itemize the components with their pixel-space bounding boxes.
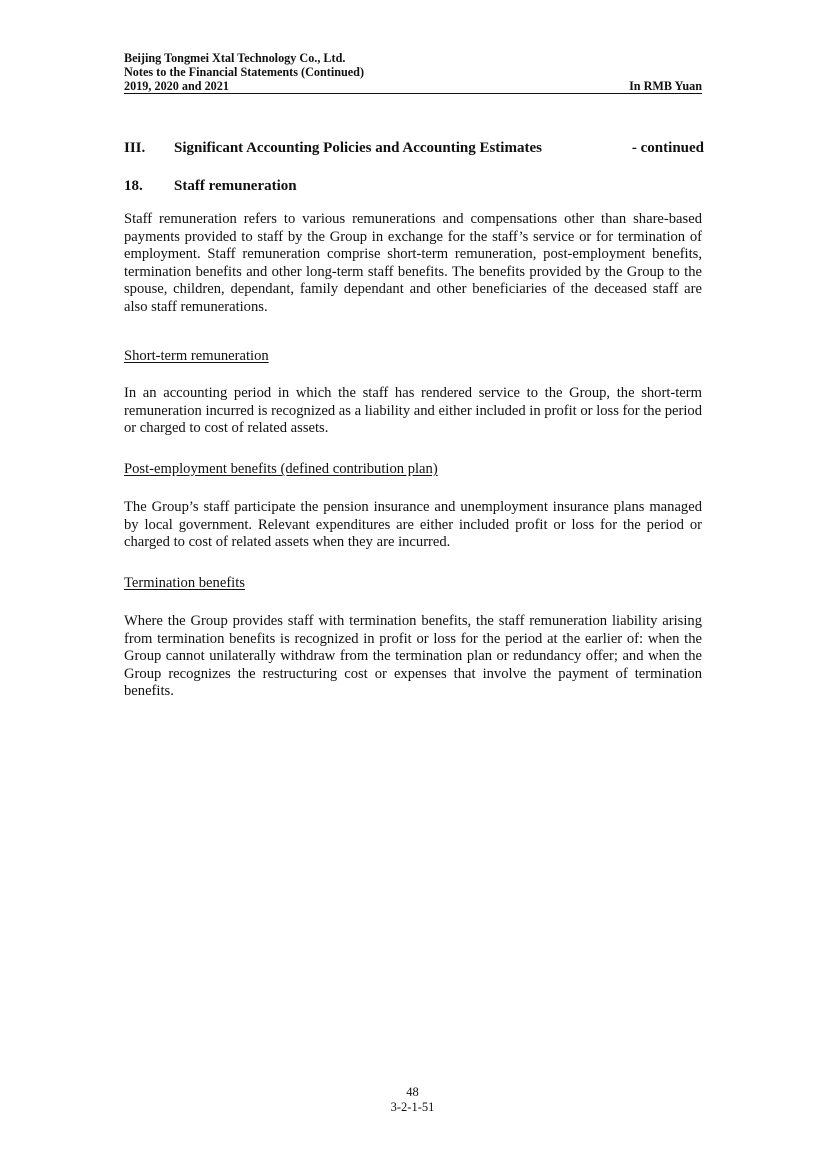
termination-heading: Termination benefits xyxy=(124,575,245,591)
short-term-paragraph: In an accounting period in which the staff has rendered service to the Group, the short-term remuneration incurred is recognized as a liability and either included in profit or loss for the period or charged to cost of related assets. xyxy=(124,385,702,437)
subsection-title: Staff remuneration xyxy=(174,178,297,194)
post-employment-paragraph: The Group’s staff participate the pension insurance and unemployment insurance plans managed by local government. Relevant expenditures are either included profit or loss for the period or charged to cost of related assets when they are incurred. xyxy=(124,499,702,551)
post-employment-heading: Post-employment benefits (defined contribution plan) xyxy=(124,461,438,477)
short-term-heading: Short-term remuneration xyxy=(124,348,269,364)
reporting-years: 2019, 2020 and 2021 xyxy=(124,79,229,93)
subsection-number: 18. xyxy=(124,178,143,194)
currency-note: In RMB Yuan xyxy=(629,79,702,93)
page-number: 48 xyxy=(406,1085,419,1099)
section-number: III. xyxy=(124,140,146,156)
termination-paragraph: Where the Group provides staff with termination benefits, the staff remuneration liability arising from termination benefits is recognized in profit or loss for the period at the earlier of: when the Group cannot unilaterally withdraw from the termination plan or redundancy offer; and when the Group recognizes the restructuring cost or expenses that involve the payment of termination benefits. xyxy=(124,613,702,700)
document-header xyxy=(124,51,702,94)
section-continued: - continued xyxy=(631,140,704,156)
intro-paragraph: Staff remuneration refers to various remunerations and compensations other than share-based payments provided to staff by the Group in exchange for the staff’s service or for termination of employment. Staff remuneration comprise short-term remuneration, post-employment benefits, termination benefits and other long-term staff benefits. The benefits provided by the Group to the spouse, children, dependant, family dependant and other beneficiaries of the deceased staff are also staff remunerations. xyxy=(124,211,702,315)
page-reference: 3-2-1-51 xyxy=(390,1100,435,1114)
section-title: Significant Accounting Policies and Accounting Estimates xyxy=(174,140,542,156)
subsection-heading xyxy=(124,177,297,195)
company-name: Beijing Tongmei Xtal Technology Co., Ltd. xyxy=(124,51,346,65)
document-page xyxy=(124,51,704,700)
statement-subtitle: Notes to the Financial Statements (Continued) xyxy=(124,65,365,79)
header-rule-row xyxy=(124,79,702,94)
